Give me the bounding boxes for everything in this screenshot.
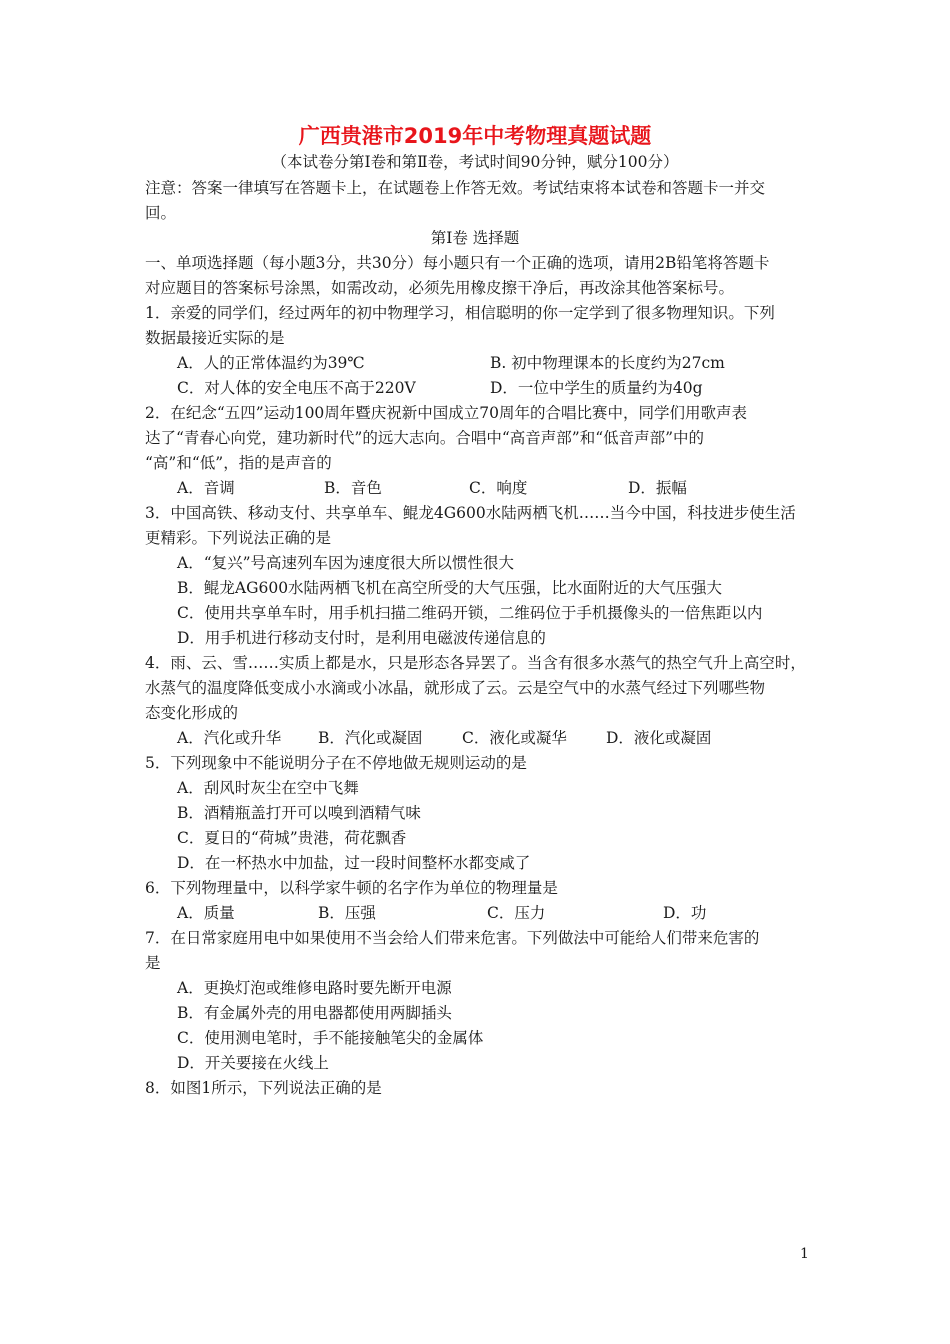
section-title: 第Ⅰ卷 选择题 — [430, 229, 520, 247]
question-3-option-d: D．用手机进行移动支付时，是利用电磁波传递信息的 — [177, 629, 546, 647]
question-5-option-c: C．夏日的“荷城”贵港，荷花飘香 — [177, 829, 407, 847]
question-4-option-c: C．液化或凝华 — [462, 729, 567, 747]
question-7-option-c: C．使用测电笔时，手不能接触笔尖的金属体 — [177, 1029, 484, 1047]
question-2-option-a: A．音调 — [177, 479, 235, 497]
question-1-stem: 1．亲爱的同学们，经过两年的初中物理学习，相信聪明的你一定学到了很多物理知识。下列 — [145, 304, 775, 322]
question-7-option-b: B．有金属外壳的用电器都使用两脚插头 — [177, 1004, 452, 1022]
question-6-option-d: D．功 — [663, 904, 707, 922]
page-title: 广西贵港市2019年中考物理真题试题 — [298, 124, 652, 148]
question-6-stem: 6．下列物理量中，以科学家牛顿的名字作为单位的物理量是 — [145, 879, 558, 897]
question-4-stem-cont: 水蒸气的温度降低变成小水滴或小冰晶，就形成了云。云是空气中的水蒸气经过下列哪些物 — [145, 679, 766, 697]
question-7-option-d: D．开关要接在火线上 — [177, 1054, 329, 1072]
question-6-option-c: C．压力 — [487, 904, 546, 922]
question-5-option-b: B．酒精瓶盖打开可以嗅到酒精气味 — [177, 804, 421, 822]
notice-line-2: 回。 — [145, 204, 177, 222]
question-1-option-b: B. 初中物理课本的长度约为27cm — [490, 354, 725, 372]
question-6-option-b: B．压强 — [318, 904, 376, 922]
question-5-stem: 5．下列现象中不能说明分子在不停地做无规则运动的是 — [145, 754, 527, 772]
question-5-option-d: D．在一杯热水中加盐，过一段时间整杯水都变咸了 — [177, 854, 531, 872]
question-2-stem-cont: 达了“青春心向党，建功新时代”的远大志向。合唱中“高音声部”和“低音声部”中的 — [145, 429, 705, 447]
question-6-option-a: A．质量 — [177, 904, 235, 922]
question-2-stem-cont-2: “高”和“低”，指的是声音的 — [145, 454, 332, 472]
question-2-stem: 2．在纪念“五四”运动100周年暨庆祝新中国成立70周年的合唱比赛中，同学们用歌声表 — [145, 404, 748, 422]
question-8-stem: 8．如图1所示，下列说法正确的是 — [145, 1079, 382, 1097]
question-2-option-c: C．响度 — [469, 479, 528, 497]
question-3-stem-cont: 更精彩。下列说法正确的是 — [145, 529, 332, 547]
question-4-stem: 4．雨、云、雪……实质上都是水，只是形态各异罢了。当含有很多水蒸气的热空气升上高空时， — [145, 654, 806, 672]
page-number: 1 — [800, 1246, 809, 1262]
question-4-option-b: B．汽化或凝固 — [318, 729, 423, 747]
instructions-line-1: 一、单项选择题（每小题3分，共30分）每小题只有一个正确的选项，请用2B铅笔将答题卡 — [145, 254, 770, 272]
question-2-option-b: B．音色 — [324, 479, 382, 497]
question-1-option-c: C．对人体的安全电压不高于220V — [177, 379, 416, 397]
question-4-stem-cont-2: 态变化形成的 — [145, 704, 239, 722]
question-3-option-c: C．使用共享单车时，用手机扫描二维码开锁，二维码位于手机摄像头的一倍焦距以内 — [177, 604, 763, 622]
question-3-stem: 3．中国高铁、移动支付、共享单车、鲲龙4G600水陆两栖飞机……当今中国，科技进步使生活 — [145, 504, 796, 522]
question-4-option-a: A．汽化或升华 — [177, 729, 282, 747]
question-7-stem: 7．在日常家庭用电中如果使用不当会给人们带来危害。下列做法中可能给人们带来危害的 — [145, 929, 760, 947]
question-2-option-d: D．振幅 — [628, 479, 687, 497]
notice-line-1: 注意：答案一律填写在答题卡上，在试题卷上作答无效。考试结束将本试卷和答题卡一并交 — [145, 179, 766, 197]
question-3-option-a: A．“复兴”号高速列车因为速度很大所以惯性很大 — [177, 554, 515, 572]
question-3-option-b: B．鲲龙AG600水陆两栖飞机在高空所受的大气压强，比水面附近的大气压强大 — [177, 579, 723, 597]
question-7-option-a: A．更换灯泡或维修电路时要先断开电源 — [177, 979, 452, 997]
exam-info: （本试卷分第Ⅰ卷和第Ⅱ卷，考试时间90分钟，赋分100分） — [271, 153, 679, 171]
question-1-option-a: A．人的正常体温约为39℃ — [177, 354, 365, 372]
instructions-line-2: 对应题目的答案标号涂黑，如需改动，必须先用橡皮擦干净后，再改涂其他答案标号。 — [145, 279, 735, 297]
question-7-stem-cont: 是 — [145, 954, 161, 972]
question-4-option-d: D．液化或凝固 — [606, 729, 712, 747]
question-5-option-a: A．刮风时灰尘在空中飞舞 — [177, 779, 359, 797]
question-1-option-d: D．一位中学生的质量约为40g — [490, 379, 703, 397]
question-1-stem-cont: 数据最接近实际的是 — [145, 329, 285, 347]
